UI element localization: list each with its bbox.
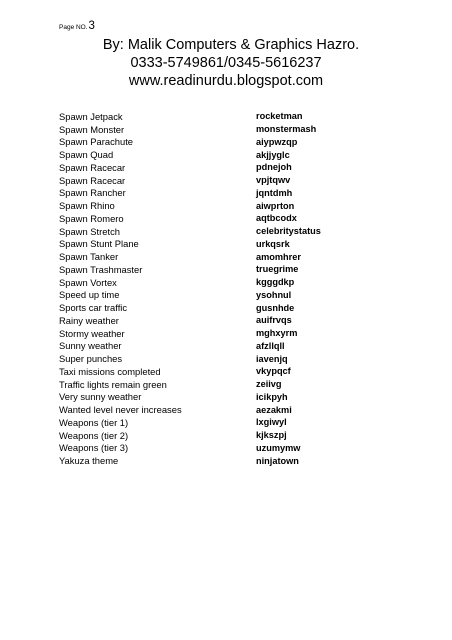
code-row: [59, 454, 389, 467]
code-row: [59, 199, 389, 212]
code-row: [59, 212, 389, 225]
code-row: [59, 187, 389, 200]
cheat-code: iavenjq: [256, 353, 288, 364]
code-row: [59, 365, 389, 378]
code-description: Spawn Monster: [59, 123, 125, 135]
cheat-code: rocketman: [256, 111, 303, 122]
cheat-code: ysohnul: [256, 289, 292, 300]
code-row: [59, 416, 389, 429]
code-description: Weapons (tier 1): [59, 416, 129, 428]
cheat-code: uzumymw: [256, 442, 301, 453]
page-number-value: 3: [88, 20, 95, 32]
cheat-code: aqtbcodx: [256, 213, 297, 224]
code-row: [59, 301, 389, 314]
cheat-code: vkypqcf: [256, 366, 291, 377]
code-row: [59, 136, 389, 149]
code-description: Yakuza theme: [59, 455, 119, 467]
cheat-code: lxgiwyl: [256, 417, 287, 428]
code-row: [59, 442, 389, 455]
document-header: [0, 36, 452, 90]
cheat-code-list: [59, 110, 389, 467]
code-description: Spawn Parachute: [59, 136, 134, 148]
code-description: Weapons (tier 3): [59, 442, 129, 454]
code-description: Wanted level never increases: [59, 404, 182, 416]
cheat-code: icikpyh: [256, 391, 288, 402]
code-row: [59, 238, 389, 251]
code-row: [59, 174, 389, 187]
code-row: [59, 378, 389, 391]
code-row: [59, 276, 389, 289]
code-row: [59, 123, 389, 136]
code-description: Spawn Stunt Plane: [59, 238, 139, 250]
cheat-code: kgggdkp: [256, 277, 295, 288]
code-row: [59, 391, 389, 404]
cheat-code: monstermash: [256, 124, 317, 135]
page-number-label: Page NO.: [59, 24, 88, 31]
cheat-code: amomhrer: [256, 251, 301, 262]
code-description: Speed up time: [59, 289, 120, 301]
code-description: Spawn Racecar: [59, 161, 126, 173]
code-description: Spawn Tanker: [59, 251, 119, 263]
cheat-code: afzllqll: [256, 340, 285, 351]
code-description: Sports car traffic: [59, 302, 128, 314]
cheat-code: mghxyrm: [256, 328, 298, 339]
code-row: [59, 352, 389, 365]
cheat-code: truegrime: [256, 264, 299, 275]
code-row: [59, 161, 389, 174]
code-row: [59, 263, 389, 276]
code-description: Rainy weather: [59, 314, 119, 326]
code-description: Traffic lights remain green: [59, 378, 167, 390]
code-description: Spawn Rancher: [59, 187, 126, 199]
cheat-code: kjkszpj: [256, 430, 287, 441]
code-description: Spawn Rhino: [59, 200, 115, 212]
code-row: [59, 250, 389, 263]
code-description: Spawn Trashmaster: [59, 263, 143, 275]
page-number: [59, 21, 95, 33]
code-description: Spawn Jetpack: [59, 110, 123, 122]
header-website-line: www.readinurdu.blogspot.com: [128, 73, 324, 89]
code-description: Stormy weather: [59, 327, 125, 339]
code-description: Spawn Vortex: [59, 276, 117, 288]
code-row: [59, 340, 389, 353]
code-row: [59, 225, 389, 238]
code-description: Spawn Stretch: [59, 225, 120, 237]
code-description: Very sunny weather: [59, 391, 142, 403]
code-row: [59, 327, 389, 340]
code-description: Weapons (tier 2): [59, 429, 129, 441]
cheat-code: vpjtqwv: [256, 175, 291, 186]
header-company-line: By: Malik Computers & Graphics Hazro.: [102, 37, 360, 53]
cheat-code: aiwprton: [256, 200, 295, 211]
code-description: Super punches: [59, 353, 123, 365]
code-description: Spawn Quad: [59, 149, 114, 161]
cheat-code: aezakmi: [256, 404, 292, 415]
code-row: [59, 148, 389, 161]
cheat-code: pdnejoh: [256, 162, 292, 173]
code-row: [59, 314, 389, 327]
cheat-code: akjjyglc: [256, 149, 290, 160]
cheat-code: celebritystatus: [256, 226, 321, 237]
code-row: [59, 403, 389, 416]
code-description: Spawn Racecar: [59, 174, 126, 186]
code-row: [59, 289, 389, 302]
code-description: Sunny weather: [59, 340, 122, 352]
code-description: Taxi missions completed: [59, 365, 161, 377]
cheat-code: ninjatown: [256, 455, 299, 466]
code-row: [59, 429, 389, 442]
header-phone-line: 0333-5749861/0345-5616237: [130, 55, 322, 71]
cheat-code: auifrvqs: [256, 315, 292, 326]
code-row: [59, 110, 389, 123]
cheat-code: urkqsrk: [256, 238, 290, 249]
cheat-code: aiypwzqp: [256, 136, 298, 147]
cheat-code: jqntdmh: [256, 187, 293, 198]
cheat-code: zeiivg: [256, 379, 282, 390]
code-description: Spawn Romero: [59, 212, 124, 224]
cheat-code: gusnhde: [256, 302, 295, 313]
